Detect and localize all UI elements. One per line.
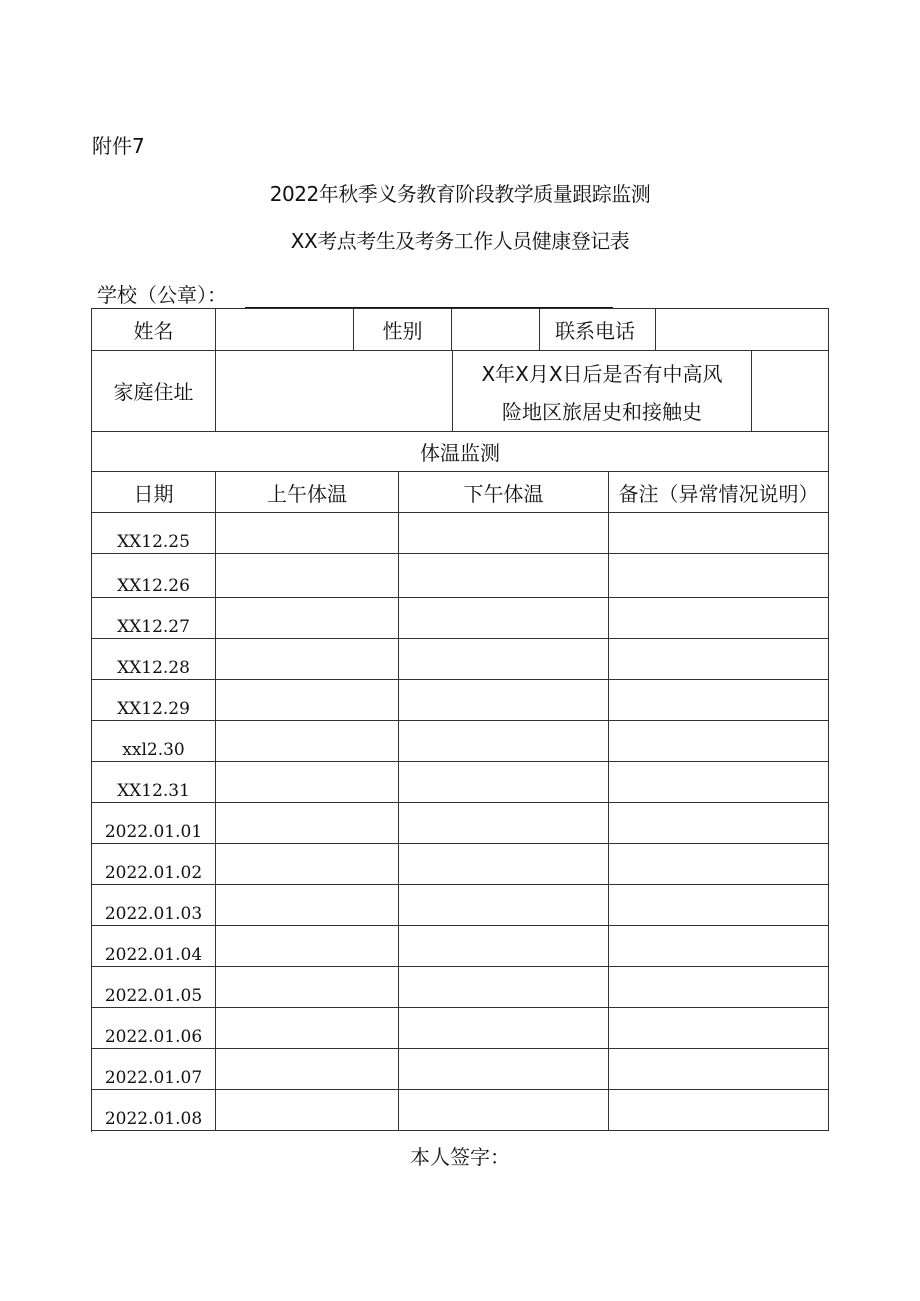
notes-field[interactable]	[609, 885, 829, 926]
date-cell: 2022.01.07	[92, 1049, 216, 1090]
notes-field[interactable]	[609, 967, 829, 1008]
gender-label: 性别	[354, 309, 452, 351]
afternoon-temp-field[interactable]	[399, 844, 609, 885]
address-label: 家庭住址	[92, 350, 216, 432]
morning-temp-field[interactable]	[216, 885, 399, 926]
school-seal-field[interactable]	[245, 285, 613, 308]
notes-field[interactable]	[609, 1008, 829, 1049]
info-row-1	[91, 308, 829, 351]
date-cell: xxl2.30	[92, 721, 216, 762]
gender-field[interactable]	[452, 309, 540, 351]
afternoon-temp-field[interactable]	[399, 885, 609, 926]
afternoon-temp-field[interactable]	[399, 762, 609, 803]
date-cell: XX12.29	[92, 680, 216, 721]
date-cell: XX12.28	[92, 639, 216, 680]
notes-field[interactable]	[609, 762, 829, 803]
date-cell: XX12.27	[92, 598, 216, 639]
afternoon-temp-field[interactable]	[399, 639, 609, 680]
risk-question-line-2: 险地区旅居史和接触史	[502, 399, 702, 424]
date-cell: 2022.01.08	[92, 1090, 216, 1131]
notes-field[interactable]	[609, 926, 829, 967]
date-cell: 2022.01.01	[92, 803, 216, 844]
date-cell: XX12.31	[92, 762, 216, 803]
morning-temp-field[interactable]	[216, 639, 399, 680]
morning-temp-field[interactable]	[216, 721, 399, 762]
info-row-2	[91, 350, 829, 432]
morning-temp-field[interactable]	[216, 1090, 399, 1131]
afternoon-temp-field[interactable]	[399, 1090, 609, 1131]
risk-question-line-1: X年X月X日后是否有中高风	[481, 361, 723, 386]
morning-temp-field[interactable]	[216, 844, 399, 885]
afternoon-temp-field[interactable]	[399, 967, 609, 1008]
morning-temp-field[interactable]	[216, 1049, 399, 1090]
morning-temp-field[interactable]	[216, 554, 399, 598]
date-cell: 2022.01.04	[92, 926, 216, 967]
date-cell: 2022.01.03	[92, 885, 216, 926]
afternoon-temp-field[interactable]	[399, 680, 609, 721]
notes-field[interactable]	[609, 844, 829, 885]
col-header-notes: 备注（异常情况说明）	[609, 472, 829, 513]
morning-temp-field[interactable]	[216, 598, 399, 639]
name-field[interactable]	[216, 309, 354, 351]
morning-temp-field[interactable]	[216, 926, 399, 967]
afternoon-temp-field[interactable]	[399, 598, 609, 639]
col-header-afternoon: 下午体温	[399, 472, 609, 513]
attachment-label: 附件7	[92, 134, 145, 158]
morning-temp-field[interactable]	[216, 513, 399, 554]
date-cell: 2022.01.05	[92, 967, 216, 1008]
phone-field[interactable]	[656, 309, 829, 351]
phone-label: 联系电话	[540, 309, 656, 351]
afternoon-temp-field[interactable]	[399, 721, 609, 762]
temperature-table	[91, 431, 829, 1132]
afternoon-temp-field[interactable]	[399, 926, 609, 967]
afternoon-temp-field[interactable]	[399, 513, 609, 554]
name-label: 姓名	[92, 309, 216, 351]
afternoon-temp-field[interactable]	[399, 554, 609, 598]
col-header-date: 日期	[92, 472, 216, 513]
address-field[interactable]	[216, 350, 453, 432]
notes-field[interactable]	[609, 1090, 829, 1131]
signature-label: 本人签字：	[410, 1145, 510, 1169]
school-seal-row	[97, 279, 613, 308]
col-header-morning: 上午体温	[216, 472, 399, 513]
afternoon-temp-field[interactable]	[399, 803, 609, 844]
morning-temp-field[interactable]	[216, 967, 399, 1008]
date-cell: XX12.26	[92, 554, 216, 598]
notes-field[interactable]	[609, 803, 829, 844]
morning-temp-field[interactable]	[216, 1008, 399, 1049]
morning-temp-field[interactable]	[216, 803, 399, 844]
morning-temp-field[interactable]	[216, 762, 399, 803]
afternoon-temp-field[interactable]	[399, 1049, 609, 1090]
risk-answer-field[interactable]	[752, 350, 829, 432]
notes-field[interactable]	[609, 554, 829, 598]
title-line-2: XX考点考生及考务工作人员健康登记表	[290, 229, 630, 253]
date-cell: 2022.01.02	[92, 844, 216, 885]
notes-field[interactable]	[609, 680, 829, 721]
title-line-1: 2022年秋季义务教育阶段教学质量跟踪监测	[269, 182, 651, 206]
notes-field[interactable]	[609, 1049, 829, 1090]
notes-field[interactable]	[609, 598, 829, 639]
risk-question	[453, 350, 752, 432]
afternoon-temp-field[interactable]	[399, 1008, 609, 1049]
school-label: 学校（公章）：	[97, 283, 227, 307]
notes-field[interactable]	[609, 639, 829, 680]
temperature-section-title: 体温监测	[92, 431, 829, 472]
date-cell: 2022.01.06	[92, 1008, 216, 1049]
notes-field[interactable]	[609, 513, 829, 554]
notes-field[interactable]	[609, 721, 829, 762]
date-cell: XX12.25	[92, 513, 216, 554]
morning-temp-field[interactable]	[216, 680, 399, 721]
